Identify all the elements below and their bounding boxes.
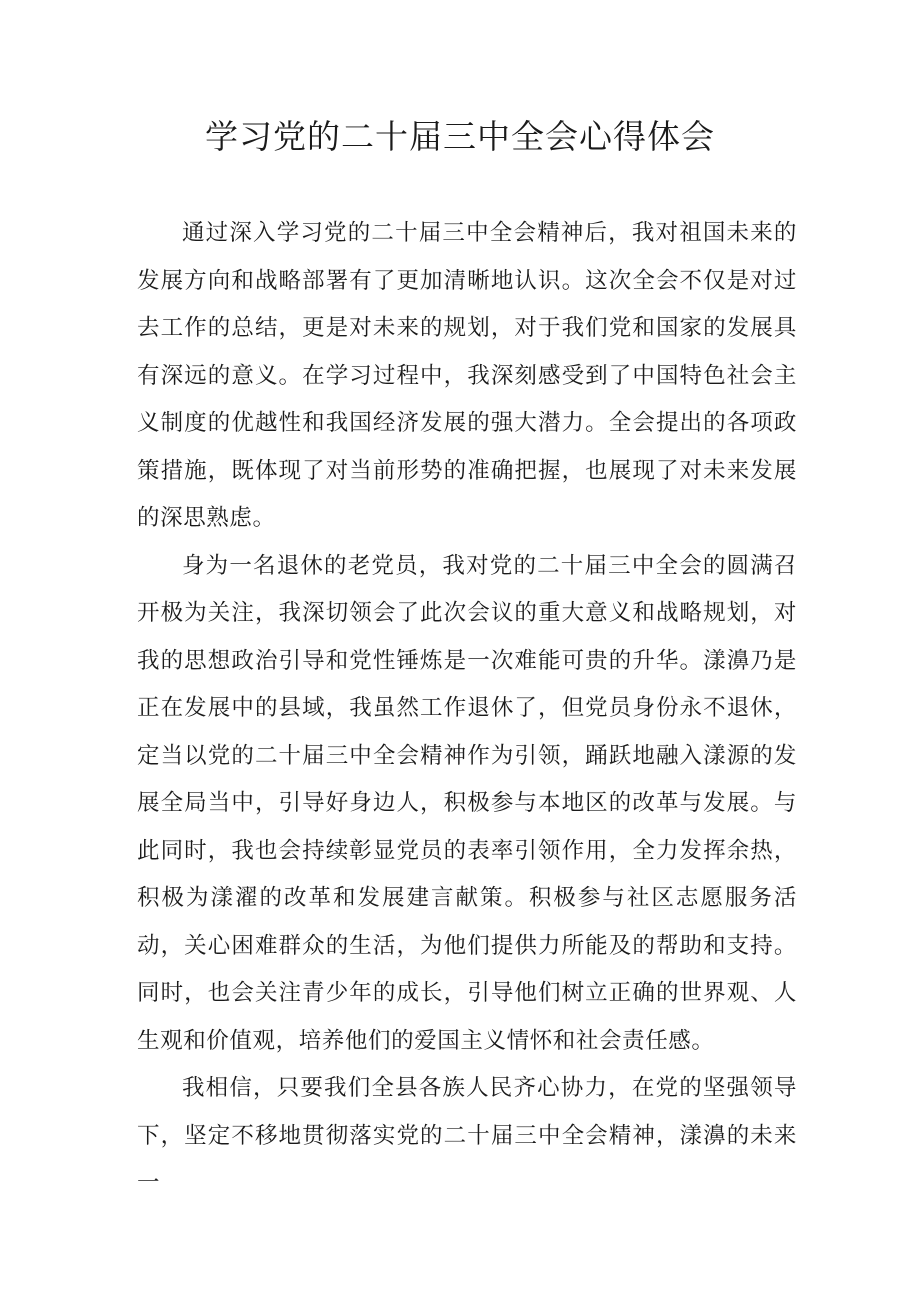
paragraph-2: 身为一名退休的老党员，我对党的二十届三中全会的圆满召开极为关注，我深切领会了此次会议的重大意义和战略规划，对我的思想政治引导和党性锤炼是一次难能可贵的升华。漾濞乃是正在发展中的县域，我虽然工作退休了，但党员身份永不退休，定当以党的二十届三中全会精神作为引领，踊跃地融入漾源的发展全局当中，引导好身边人，积极参与本地区的改革与发展。与此同时，我也会持续彰显党员的表率引领作用，全力发挥余热，积极为漾濯的改革和发展建言献策。积极参与社区志愿服务活动，关心困难群众的生活，为他们提供力所能及的帮助和支持。同时，也会关注青少年的成长，引导他们树立正确的世界观、人生观和价值观，培养他们的爱国主义情怀和社会责任感。 <box>137 552 797 1054</box>
paragraph-1: 通过深入学习党的二十届三中全会精神后，我对祖国未来的发展方向和战略部署有了更加清晰地认识。这次全会不仅是对过去工作的总结，更是对未来的规划，对于我们党和国家的发展具有深远的意义。在学习过程中，我深刻感受到了中国特色社会主义制度的优越性和我国经济发展的强大潜力。全会提出的各项政策措施，既体现了对当前形势的准确把握，也展现了对未来发展的深思熟虑。 <box>137 220 797 531</box>
document-body <box>137 210 797 1208</box>
document-title: 学习党的二十届三中全会心得体会 <box>205 117 715 156</box>
paragraph-3: 我相信，只要我们全县各族人民齐心协力，在党的坚强领导下，坚定不移地贯彻落实党的二十届三中全会精神，漾濞的未来一 <box>137 1075 797 1196</box>
